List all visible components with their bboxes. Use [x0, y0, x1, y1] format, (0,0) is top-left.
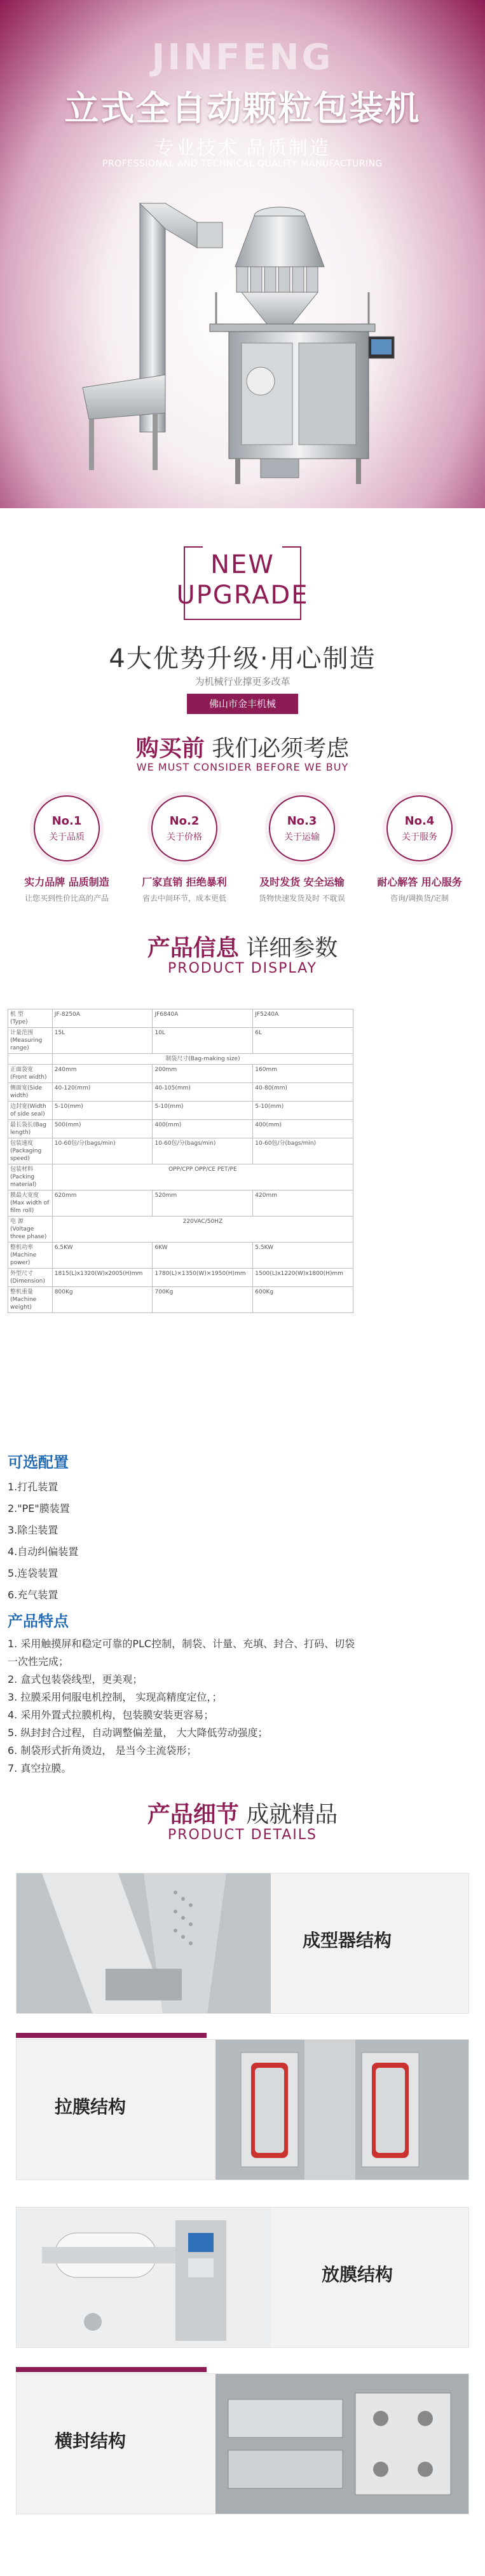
reason-card-1	[19, 795, 114, 903]
param-value: 6L	[253, 1028, 353, 1054]
option-item: 5.连袋装置	[8, 1567, 58, 1579]
param-value: 5-10(mm)	[253, 1102, 353, 1120]
reason-heading: 厂家直销 拒绝暴利	[142, 876, 227, 888]
detail-card-former	[16, 1873, 469, 2014]
reason-badge: No.1 关于品质	[34, 795, 100, 861]
param-label: 侧面宽(Side width)	[8, 1083, 53, 1102]
param-value: 1815(L)x1320(W)x2005(H)mm	[52, 1269, 153, 1287]
option-item: 1.打孔装置	[8, 1481, 58, 1493]
param-label: 整机重量 (Machine weight)	[8, 1287, 53, 1313]
new-label: NEW	[210, 550, 275, 579]
param-row	[8, 1217, 353, 1243]
param-value: 6KW	[153, 1243, 253, 1269]
param-label: 边封宽(Width of side seal)	[8, 1102, 53, 1120]
param-label: 整机功率 (Machine power)	[8, 1243, 53, 1269]
param-value: 40-105(mm)	[153, 1083, 253, 1102]
param-value: 500(mm)	[52, 1120, 153, 1138]
hero-title: 立式全自动颗粒包装机	[64, 88, 421, 128]
param-label: 最长袋长(Bag length)	[8, 1120, 53, 1138]
param-value: 6.5KW	[52, 1243, 153, 1269]
features-heading: 产品特点	[8, 1612, 69, 1630]
param-value: 800Kg	[52, 1287, 153, 1313]
detail-card-film-pulling	[16, 2039, 469, 2180]
detail-card-film-releasing	[16, 2207, 469, 2348]
details-subtitle: PRODUCT DETAILS	[167, 1827, 318, 1843]
hero-subtitle: 专业技术 品质制造	[154, 137, 331, 159]
reason-badge: No.4 关于服务	[386, 795, 453, 861]
param-value: 200mm	[153, 1065, 253, 1083]
param-value: 10-60包/分(bags/min)	[52, 1138, 153, 1164]
param-label: 计量范围 (Measuring range)	[8, 1028, 53, 1054]
param-value: JF5240A	[253, 1009, 353, 1028]
film-pulling-photo	[215, 2040, 469, 2180]
packaging-machine-image	[70, 178, 426, 496]
detail-label: 成型器结构	[303, 1930, 392, 1951]
param-value: JF6840A	[153, 1009, 253, 1028]
detail-label: 放膜结构	[322, 2264, 393, 2285]
param-value: 1780(L)×1350(W)×1950(H)mm	[153, 1269, 253, 1287]
details-title	[0, 1797, 485, 1829]
reason-heading: 耐心解答 用心服务	[377, 876, 462, 888]
param-value: 520mm	[153, 1190, 253, 1217]
params-subtitle: PRODUCT DISPLAY	[168, 961, 317, 976]
feature-item: 6. 制袋形式折角烫边， 是当今主流袋形；	[8, 1744, 197, 1757]
reason-description: 让您买到性价比高的产品	[24, 894, 109, 903]
detail-label: 拉膜结构	[55, 2096, 126, 2117]
param-row	[8, 1065, 353, 1083]
feature-item: 1. 采用触摸屏和稳定可靠的PLC控制，制袋、计量、充填、封合、打码、切袋一次性完成；	[8, 1638, 355, 1668]
params-title-accent: 产品信息	[147, 935, 239, 961]
parameter-table	[8, 1009, 353, 1313]
option-item: 6.充气装置	[8, 1589, 58, 1601]
param-value: 5.5KW	[253, 1243, 353, 1269]
horizontal-seal-photo	[215, 2374, 469, 2514]
param-value: 620mm	[52, 1190, 153, 1217]
param-value: 700Kg	[153, 1287, 253, 1313]
param-row	[8, 1054, 353, 1065]
param-value: 5-10(mm)	[52, 1102, 153, 1120]
option-item: 4.自动纠偏装置	[8, 1546, 79, 1558]
buy-title-rest: 我们必须考虑	[204, 736, 350, 762]
param-label: 外型尺寸 (Dimension)	[8, 1269, 53, 1287]
details-title-accent: 产品细节	[147, 1802, 239, 1828]
reason-description: 咨询/调换货/定制	[390, 894, 449, 903]
param-value: 600Kg	[253, 1287, 353, 1313]
param-value: 5-10(mm)	[153, 1102, 253, 1120]
buy-subtitle: WE MUST CONSIDER BEFORE WE BUY	[136, 761, 349, 773]
feature-item: 2. 盒式包装袋线型，更美观；	[8, 1673, 143, 1685]
options-heading: 可选配置	[8, 1453, 69, 1471]
option-item: 2."PE"膜装置	[8, 1502, 70, 1514]
tagline: 为机械行业撑更多改革	[195, 676, 290, 687]
param-value: 40-80(mm)	[253, 1083, 353, 1102]
upgrade-label: UPGRADE	[176, 581, 309, 610]
param-row	[8, 1190, 353, 1217]
param-row	[8, 1287, 353, 1313]
param-value: OPP/CPP OPP/CE PET/PE	[52, 1164, 353, 1190]
param-label: 机 型 (Type)	[8, 1009, 53, 1028]
reason-badge: No.2 关于价格	[151, 795, 217, 861]
param-row	[8, 1083, 353, 1102]
param-value: 40-120(mm)	[52, 1083, 153, 1102]
param-label: 正面袋宽 (Front width)	[8, 1065, 53, 1083]
features-list	[8, 1635, 364, 1777]
feature-item: 7. 真空拉膜。	[8, 1762, 72, 1774]
param-label: 膜最大宽度 (Max width of film roll)	[8, 1190, 53, 1217]
feature-item: 3. 拉膜采用伺服电机控制， 实现高精度定位，；	[8, 1691, 222, 1703]
param-value: 10-60包/分(bags/min)	[253, 1138, 353, 1164]
reason-card-3	[254, 795, 350, 903]
param-value: JF-8250A	[52, 1009, 153, 1028]
accent-bar	[16, 2033, 207, 2038]
param-label: 包装速度 (Packaging speed)	[8, 1138, 53, 1164]
reason-card-2	[137, 795, 232, 903]
param-value: 240mm	[52, 1065, 153, 1083]
details-title-rest: 成就精品	[238, 1802, 338, 1828]
param-value: 1500(L)x1220(W)x1800(H)mm	[253, 1269, 353, 1287]
param-value: 160mm	[253, 1065, 353, 1083]
feature-item: 5. 纵封封合过程，自动调整偏差量， 大大降低劳动强度；	[8, 1727, 268, 1739]
param-value: 10-60包/分(bags/min)	[153, 1138, 253, 1164]
param-row	[8, 1138, 353, 1164]
reason-badge: No.3 关于运输	[269, 795, 335, 861]
reason-card-4	[372, 795, 467, 903]
feature-item: 4. 采用外置式拉膜机构，包装膜安装更容易；	[8, 1709, 214, 1721]
param-row	[8, 1009, 353, 1028]
option-item: 3.除尘装置	[8, 1524, 58, 1536]
param-row	[8, 1028, 353, 1054]
param-value: 400(mm)	[153, 1120, 253, 1138]
reason-description: 货物快速发货及时 不耽误	[259, 894, 345, 903]
param-value: 10L	[153, 1028, 253, 1054]
param-row	[8, 1269, 353, 1287]
param-value: 220VAC/50HZ	[52, 1217, 353, 1243]
param-value: 制袋尺寸(Bag-making size)	[52, 1054, 353, 1065]
param-row	[8, 1164, 353, 1190]
buy-title-accent: 购买前	[135, 736, 205, 762]
param-row	[8, 1243, 353, 1269]
param-value: 400(mm)	[253, 1120, 353, 1138]
former-structure-photo	[17, 1873, 271, 2014]
param-label: 电 源 (Voltage three phase)	[8, 1217, 53, 1243]
params-title	[0, 930, 485, 962]
reason-heading: 及时发货 安全运输	[259, 876, 345, 888]
params-title-rest: 详细参数	[238, 935, 338, 961]
hero-banner	[0, 0, 485, 508]
param-row	[8, 1102, 353, 1120]
param-row	[8, 1120, 353, 1138]
hero-subtitle-en: PROFESSIONAL AND TECHNICAL QUALITY MANUFACTURING	[102, 159, 383, 169]
accent-bar	[16, 2367, 207, 2372]
detail-label: 横封结构	[55, 2431, 126, 2451]
company-badge: 佛山市金丰机械	[187, 694, 298, 714]
buy-title	[0, 731, 485, 763]
advantages-headline: 4大优势升级·用心制造	[109, 644, 376, 673]
param-value: 15L	[52, 1028, 153, 1054]
brand-watermark: JINFENG	[151, 37, 334, 78]
param-label: 包装材料 (Packing material)	[8, 1164, 53, 1190]
param-label	[8, 1054, 53, 1065]
film-releasing-photo	[17, 2208, 271, 2348]
reason-heading: 实力品牌 品质制造	[24, 876, 109, 888]
detail-card-horizontal-seal	[16, 2373, 469, 2514]
param-value: 420mm	[253, 1190, 353, 1217]
reason-description: 省去中间环节，成本更低	[142, 894, 226, 903]
